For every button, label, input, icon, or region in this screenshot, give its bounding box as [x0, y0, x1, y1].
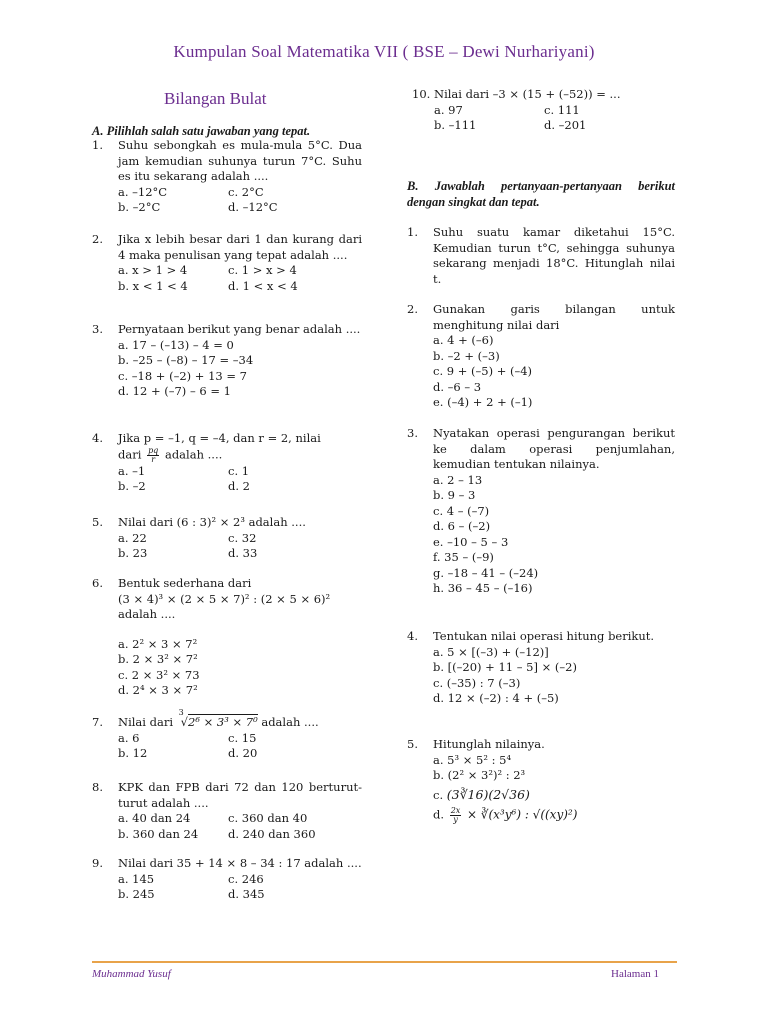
question-number: 1. [407, 225, 418, 239]
option: b. 9 – 3 [433, 488, 476, 502]
option: b. –25 – (–8) – 17 = –34 [118, 353, 254, 367]
option: b. –2 [118, 479, 146, 493]
option: d. 12 × (–2) : 4 + (–5) [433, 691, 559, 705]
option: c. (–35) : 7 (–3) [433, 675, 521, 690]
option: d. 2⁴ × 3 × 7² [118, 683, 198, 697]
option: d. 345 [228, 887, 265, 901]
question-b4 [407, 629, 675, 707]
option: d. 6 – (–2) [433, 519, 491, 533]
question-a2 [92, 232, 362, 294]
option: b. 245 [118, 887, 155, 901]
option: d. 1 < x < 4 [228, 278, 298, 293]
option: c. 4 – (–7) [433, 503, 490, 518]
option-label: c. [433, 787, 444, 802]
option-expression: × ∛(x³y⁶) : √((xy)²) [466, 807, 578, 822]
option: c. 1 [228, 463, 250, 478]
question-b5 [407, 737, 675, 824]
option: a. 4 + (–6) [433, 333, 494, 347]
option: g. –18 – 41 – (–24) [433, 565, 539, 580]
option: b. 2 × 3² × 7² [118, 652, 198, 666]
option: d. 2 [228, 479, 250, 493]
question-stem: Nilai dari –3 × (15 + (–52)) = ... [434, 87, 621, 101]
section-title: Bilangan Bulat [164, 89, 267, 108]
option: c. 360 dan 40 [228, 811, 308, 825]
question-number: 2. [407, 302, 418, 316]
option: b. –2 + (–3) [433, 348, 500, 363]
question-stem: Jika p = –1, q = –4, dan r = 2, nilai [118, 431, 321, 445]
option: c. 1 > x > 4 [228, 263, 297, 277]
part-b-heading: B. Jawablah pertanyaan-pertanyaan berikut dengan singkat dan tepat. [407, 179, 675, 209]
fraction [450, 807, 462, 824]
question-stem: adalah .... [118, 607, 176, 621]
document-header: Kumpulan Soal Matematika VII ( BSE – Dewi Nurhariyani) [173, 42, 595, 61]
footer-rule [92, 961, 677, 963]
option: a. –12°C [118, 184, 168, 199]
option: b. 360 dan 24 [118, 826, 199, 841]
question-a6 [92, 576, 362, 699]
option: c. 2 × 3² × 73 [118, 667, 200, 682]
cube-root: 3 √2⁶ × 3³ × 7⁰ [178, 708, 258, 729]
question-number: 4. [92, 431, 103, 445]
option: e. (–4) + 2 + (–1) [433, 395, 533, 409]
fraction-denominator: y [453, 815, 458, 824]
option: a. 6 [118, 730, 140, 745]
question-a4 [92, 431, 362, 495]
option: b. –111 [434, 118, 477, 132]
option: a. 2 – 13 [433, 472, 483, 487]
question-number: 7. [92, 715, 103, 729]
option: c. 111 [544, 102, 580, 117]
option: a. 145 [118, 871, 155, 886]
question-number: 6. [92, 576, 103, 590]
option: f. 35 – (–9) [433, 550, 494, 564]
option: d. 33 [228, 546, 258, 560]
footer-author: Muhammad Yusuf [92, 968, 171, 980]
option: c. 246 [228, 871, 264, 886]
option: a. 2² × 3 × 7² [118, 636, 198, 651]
option: a. –1 [118, 463, 146, 478]
question-stem: Hitunglah nilainya. [433, 737, 545, 751]
part-a-heading: A. Pilihlah salah satu jawaban yang tepat. [92, 124, 311, 138]
option: a. 40 dan 24 [118, 811, 191, 825]
question-a1 [92, 138, 362, 216]
option: d. 240 dan 360 [228, 826, 316, 841]
fraction-denominator: r [151, 454, 156, 464]
option: b. x < 1 < 4 [118, 278, 188, 293]
question-number: 1. [92, 138, 103, 152]
option: a. 5 × [(–3) + (–12)] [433, 644, 549, 659]
question-a7 [92, 708, 362, 762]
question-expression: (3 × 4)³ × (2 × 5 × 7)² : (2 × 5 × 6)² [118, 591, 331, 606]
question-number: 9. [92, 856, 103, 870]
question-number: 4. [407, 629, 418, 643]
question-stem-part: dari [118, 447, 142, 461]
footer-page-number: Halaman 1 [611, 968, 659, 980]
option: c. 15 [228, 730, 257, 745]
option: b. 23 [118, 546, 148, 560]
question-a3 [92, 322, 362, 400]
fraction-numerator: 2x [450, 806, 461, 815]
question-stem: Suhu sebongkah es mula-mula 5°C. Dua jam kemudian suhunya turun 7°C. Suhu es itu sekarang adalah .... [118, 138, 362, 183]
option: h. 36 – 45 – (–16) [433, 581, 533, 595]
question-stem: Nilai dari (6 : 3)² × 2³ adalah .... [118, 515, 306, 529]
question-number: 8. [92, 780, 103, 794]
question-a9 [92, 856, 362, 903]
option: a. 22 [118, 530, 147, 545]
question-stem-part: adalah .... [164, 447, 223, 461]
question-b3 [407, 426, 675, 597]
option: c. –18 + (–2) + 13 = 7 [118, 368, 247, 383]
root-body: 2⁶ × 3³ × 7⁰ [188, 715, 258, 729]
option [433, 807, 675, 824]
option: b. (2² × 3²)² : 2³ [433, 768, 526, 782]
option: c. 9 + (–5) + (–4) [433, 364, 533, 378]
question-stem-part: adalah .... [261, 715, 319, 729]
option: b. [(–20) + 11 – 5] × (–2) [433, 660, 577, 674]
question-stem: Gunakan garis bilangan untuk menghitung nilai dari [433, 302, 675, 332]
question-number: 5. [92, 515, 103, 529]
question-stem: Bentuk sederhana dari [118, 576, 252, 590]
option: d. –201 [544, 118, 587, 132]
question-stem: Nyatakan operasi pengurangan berikut ke dalam operasi penjumlahan, kemudian tentukan nilainya. [433, 426, 675, 471]
question-a5 [92, 515, 362, 562]
question-b2 [407, 302, 675, 411]
option: a. x > 1 > 4 [118, 263, 188, 277]
option-label: d. [433, 807, 445, 822]
question-number: 3. [407, 426, 418, 440]
option: b. –2°C [118, 200, 161, 214]
option: a. 97 [434, 102, 463, 117]
question-a10 [412, 87, 677, 134]
option-expression: (3∛16)(2√36) [446, 786, 530, 802]
question-stem: Jika x lebih besar dari 1 dan kurang dari 4 maka penulisan yang tepat adalah .... [118, 232, 362, 262]
option: a. 17 – (–13) – 4 = 0 [118, 337, 234, 352]
question-stem-part: Nilai dari [118, 715, 174, 729]
option: d. 12 + (–7) – 6 = 1 [118, 384, 231, 398]
option: c. 2°C [228, 184, 264, 199]
option: b. 12 [118, 746, 148, 760]
fraction-numerator: pq [148, 445, 159, 455]
question-b1 [407, 225, 675, 287]
question-stem: Nilai dari 35 + 14 × 8 – 34 : 17 adalah .... [118, 856, 362, 870]
option: d. –12°C [228, 200, 278, 214]
question-stem: Suhu suatu kamar diketahui 15°C. Kemudian turun t°C, sehingga suhunya sekarang menjadi 18°C. Hitunglah nilai t. [433, 225, 675, 286]
question-number: 3. [92, 322, 103, 336]
fraction [147, 447, 159, 464]
option: c. 32 [228, 530, 257, 545]
question-number: 2. [92, 232, 103, 246]
question-stem: Tentukan nilai operasi hitung berikut. [433, 629, 655, 643]
question-number: 5. [407, 737, 418, 751]
question-a8 [92, 780, 362, 842]
question-stem: Pernyataan berikut yang benar adalah .... [118, 322, 361, 336]
option: d. –6 – 3 [433, 379, 482, 394]
option: e. –10 – 5 – 3 [433, 534, 509, 549]
option: a. 5³ × 5² : 5⁴ [433, 752, 512, 767]
question-stem: KPK dan FPB dari 72 dan 120 berturut- turut adalah .... [118, 780, 362, 810]
option [433, 787, 675, 804]
option: d. 20 [228, 746, 258, 760]
question-number: 10. [412, 87, 431, 101]
